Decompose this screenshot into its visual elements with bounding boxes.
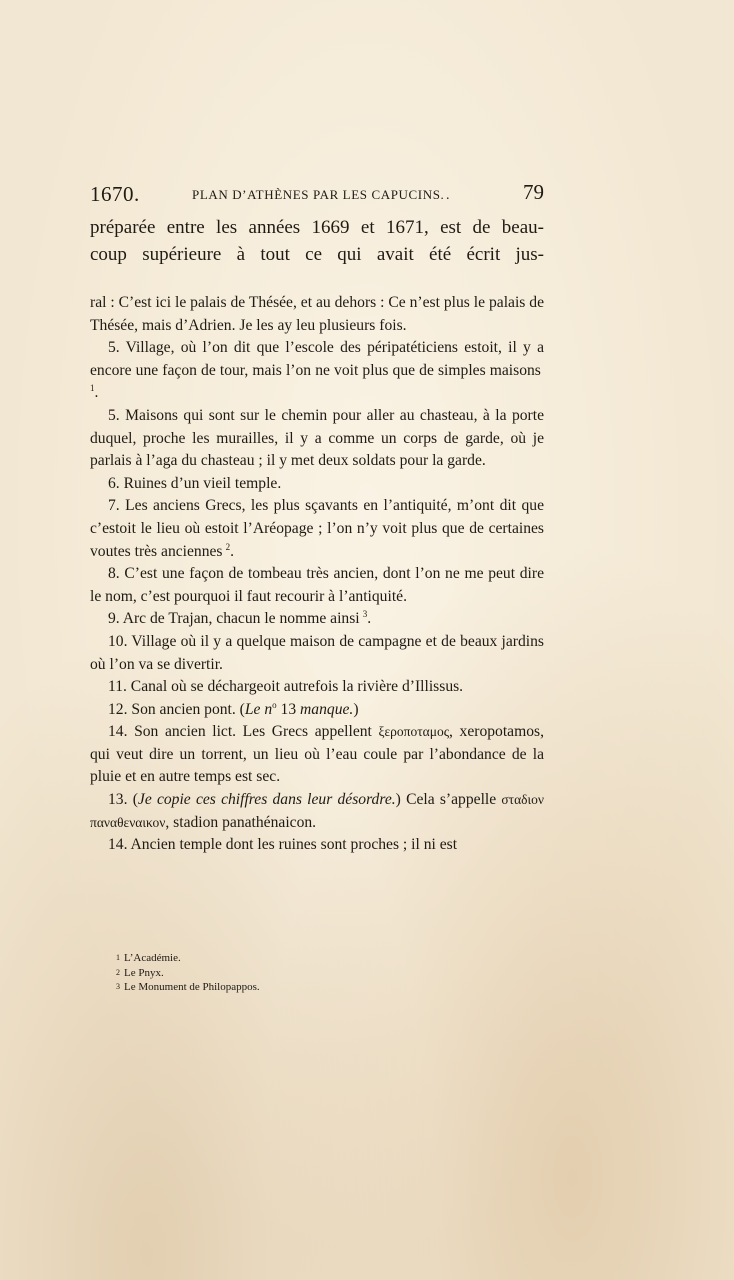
paragraph [90, 789, 544, 834]
paragraph-text: ) [353, 700, 359, 718]
footnotes [116, 951, 536, 995]
paragraph [90, 563, 544, 608]
footnote-ref: 2 [225, 541, 231, 552]
italic-text: Le n [244, 700, 273, 718]
footnote-number: 3 [116, 982, 120, 991]
paragraph-text: 13. ( [108, 791, 138, 809]
running-header [90, 178, 544, 208]
greek-text: ξεροποταμος [378, 724, 450, 740]
paragraph-text: 10. Village où il y a quelque maison de campagne et de beaux jardins où l’on va se divertir. [90, 632, 544, 673]
paragraph [90, 721, 544, 789]
paragraph-text: ) Cela s’appelle [395, 791, 502, 809]
italic-text: Je copie ces chiffres dans leur désordre. [137, 791, 396, 809]
paragraph-end: . [367, 610, 372, 628]
lead-line: coup supérieure à tout ce qui avait été écrit jus- [90, 244, 544, 265]
paragraph [90, 337, 544, 405]
paragraph [90, 608, 544, 631]
paragraph-end: . [94, 384, 99, 402]
paragraph-text: 9. Arc de Trajan, chacun le nomme ainsi [108, 610, 360, 628]
footnote [116, 951, 536, 966]
paragraph-text: 12. Son ancien pont. ( [108, 700, 245, 718]
footnote [116, 980, 536, 995]
ordinal-sup: o [272, 699, 277, 710]
footnote-text: Le Monument de Philopappos. [124, 981, 260, 993]
footnote-number: 1 [116, 953, 120, 962]
header-mark: . [446, 188, 450, 203]
paragraph-text: 5. Village, où l’on dit que l’escole des péripatéticiens estoit, il y a encore une façon de tour, mais l’on ne voit plus que de simples maisons [90, 339, 544, 379]
paragraph-text: , xeropotamos, qui veut dire un torrent, un lieu où l’eau coule par l’abondance de la pluie et en autre temps est sec. [90, 723, 544, 786]
paragraph [90, 834, 544, 857]
paragraph-text: , stadion panathénaicon. [165, 813, 317, 831]
lead-line: préparée entre les années 1669 et 1671, est de beau- [90, 217, 544, 238]
italic-text: manque. [300, 700, 354, 718]
paragraph [90, 473, 544, 496]
greek-text: σταδιον παναθεναικον [90, 792, 544, 830]
paragraph-text: 6. Ruines d’un vieil temple. [108, 474, 282, 492]
paragraph [90, 631, 544, 676]
paragraph-text: ral : C’est ici le palais de Thésée, et au dehors : Ce n’est plus le palais de Thésée, mais d’Adrien. Je les ay leu plusieurs fois. [90, 294, 544, 334]
footnote-ref: 3 [362, 609, 368, 620]
paragraph-text: 13 [276, 700, 301, 718]
paragraph [90, 676, 544, 699]
footnote-ref: 1 [90, 383, 95, 394]
page-number: 79 [523, 180, 544, 204]
header-year: 1670. [90, 182, 140, 206]
paragraph-text: 7. Les anciens Grecs, les plus sçavants en l’antiquité, m’ont dit que c’estoit le lieu où estoit l’Aréopage ; l’on n’y voit plus que de certaines voutes très anciennes [90, 497, 544, 560]
paragraph [90, 699, 544, 722]
paragraph [90, 405, 544, 473]
footnote-text: L’Académie. [124, 952, 181, 964]
footnote-number: 2 [116, 967, 120, 977]
footnote [116, 966, 536, 981]
lead-paragraph [90, 214, 544, 268]
paragraph [90, 495, 544, 563]
paragraph-text: 14. Son ancien lict. Les Grecs appellent [108, 723, 379, 741]
paragraph-text: 11. Canal où se déchargeoit autrefois la rivière d’Illissus. [108, 678, 464, 696]
header-title: PLAN D’ATHÈNES PAR LES CAPUCINS. [192, 187, 445, 202]
body-text [90, 292, 544, 857]
footnote-text: Le Pnyx. [124, 966, 164, 979]
paragraph-text: 5. Maisons qui sont sur le chemin pour aller au chasteau, à la porte duquel, proche les murailles, il y a comme un corps de garde, où je parlais à l’aga du chasteau ; il y met deux soldats pour la garde. [90, 406, 544, 470]
paragraph-end: . [230, 542, 235, 560]
paragraph-text: 8. C’est une façon de tombeau très ancien, dont l’on ne me peut dire le nom, c’est pourquoi il faut recourir à l’antiquité. [90, 565, 544, 605]
paragraph-text: 14. Ancien temple dont les ruines sont proches ; il ni est [108, 836, 458, 854]
paragraph [90, 292, 544, 337]
